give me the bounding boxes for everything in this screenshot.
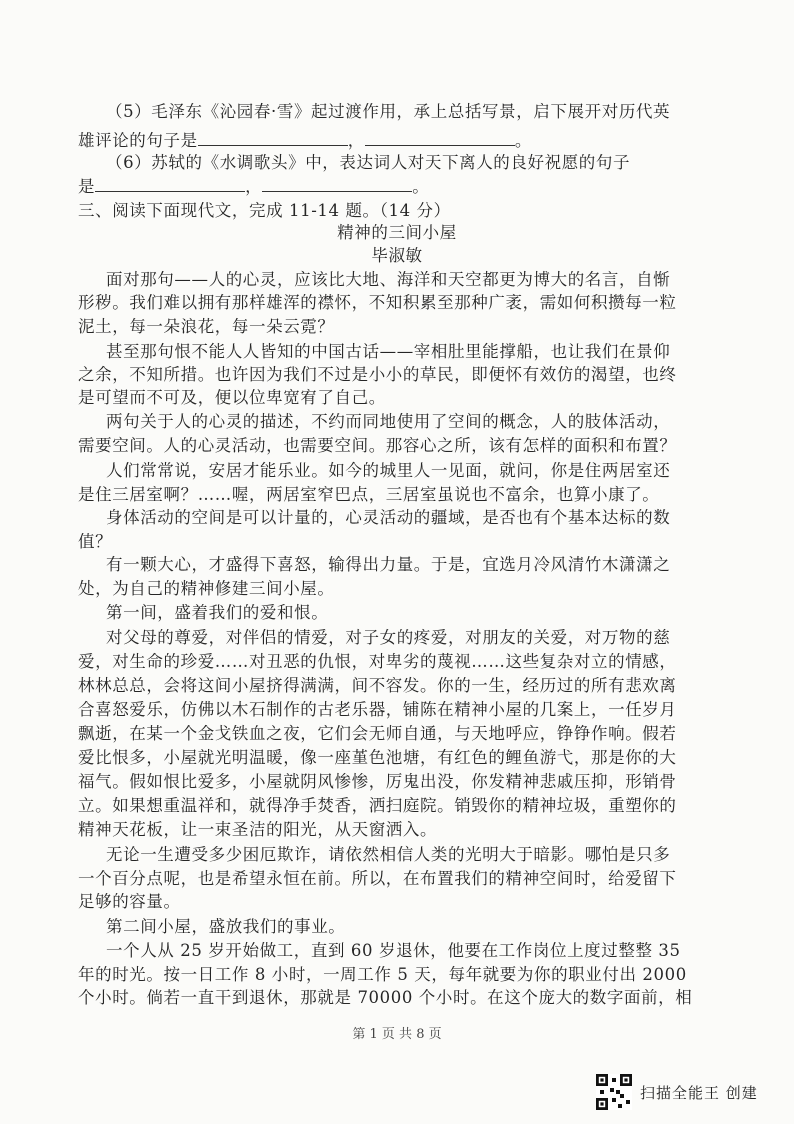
- article-line: 值？: [78, 532, 113, 551]
- question-6-text-2: 是: [78, 177, 96, 196]
- article-line: 甚至那句恨不能人人皆知的中国古话——宰相肚里能撑船，也让我们在景仰: [106, 342, 671, 361]
- article-line: 足够的容量。: [78, 892, 181, 911]
- question-5-line-2: [78, 128, 718, 153]
- article-line: 处，为自己的精神修建三间小屋。: [78, 579, 335, 598]
- question-5-text-2: 雄评论的句子是: [78, 131, 198, 150]
- answer-blank[interactable]: [262, 174, 412, 192]
- article-line: 人们常常说，安居才能乐业。如今的城里人一见面，就问，你是住两居室还: [106, 461, 671, 480]
- article-line: 年的时光。按一日工作 8 小时，一周工作 5 天，每年就要为你的职业付出 2000: [78, 965, 687, 984]
- section-heading: 三、阅读下面现代文，完成 11-14 题。（14 分）: [78, 201, 451, 220]
- question-6-line-1: [106, 151, 718, 175]
- article-line: 一个人从 25 岁开始做工，直到 60 岁退休，他要在工作岗位上度过整整 35: [106, 941, 681, 960]
- article-line: 之余，不知所措。也许因为我们不过是小小的草民，即便怀有效仿的渴望，也终: [78, 365, 677, 384]
- article-line: 精神天花板，让一束圣洁的阳光，从天窗洒入。: [78, 820, 438, 839]
- article-line: 合喜怒爱乐，仿佛以木石制作的古老乐器，铺陈在精神小屋的几案上，一任岁月: [78, 700, 677, 719]
- article-line: 个小时。倘若一直干到退休，那就是 70000 个小时。在这个庞大的数字面前，相: [78, 988, 693, 1007]
- article-line: 形秽。我们难以拥有那样雄浑的襟怀，不知积累至那种广袤，需如何积攒每一粒: [78, 293, 677, 312]
- article-line: 林林总总，会将这间小屋挤得满满，间不容发。你的一生，经历过的所有悲欢离: [78, 676, 677, 695]
- article-line: 对父母的尊爱，对伴侣的情爱，对子女的疼爱，对朋友的关爱，对万物的慈: [106, 628, 671, 647]
- article-title: 精神的三间小屋: [337, 223, 457, 242]
- question-6-line-2: [78, 174, 718, 199]
- question-5-text: （5）毛泽东《沁园春·雪》起过渡作用，承上总括写景，启下展开对历代英: [106, 102, 671, 121]
- article-line: 第一间，盛着我们的爱和恨。: [106, 603, 329, 622]
- article-line: 是可望而不可及，便以位卑宽宥了自己。: [78, 388, 386, 407]
- article-line: 需要空间。人的心灵活动，也需要空间。那容心之所，该有怎样的面积和布置？: [78, 436, 677, 455]
- camscanner-watermark: 扫描全能王 创建: [640, 1084, 758, 1102]
- page-number: 第 1 页 共 8 页: [352, 1027, 442, 1042]
- article-line: 第二间小屋，盛放我们的事业。: [106, 917, 346, 936]
- answer-blank[interactable]: [198, 128, 348, 146]
- article-line: 无论一生遭受多少困厄欺诈，请依然相信人类的光明大于暗影。哪怕是只多: [106, 845, 671, 864]
- article-line: 有一颗大心，才盛得下喜怒，输得出力量。于是，宜选月冷风清竹木潇潇之: [106, 555, 671, 574]
- answer-blank[interactable]: [95, 174, 245, 192]
- question-5-line-1: [106, 100, 718, 124]
- article-line: 一个百分点呢，也是希望永恒在前。所以，在布置我们的精神空间时，给爱留下: [78, 869, 677, 888]
- article-line: 两句关于人的心灵的描述，不约而同地使用了空间的概念，人的肢体活动，: [106, 412, 671, 431]
- article-line: 爱比恨多，小屋就光明温暖，像一座堇色池塘，有红色的鲤鱼游弋，那是你的大: [78, 748, 677, 767]
- question-6-text: （6）苏轼的《水调歌头》中，表达词人对天下离人的良好祝愿的句子: [106, 153, 631, 172]
- separator: ，: [347, 131, 365, 150]
- article-line: 面对那句——人的心灵，应该比大地、海洋和天空都更为博大的名言，自惭: [106, 270, 671, 289]
- article-line: 爱，对生命的珍爱……对丑恶的仇恨，对卑劣的蔑视……这些复杂对立的情感，: [78, 652, 677, 671]
- article-line: 泥土，每一朵浪花，每一朵云霓？: [78, 317, 335, 336]
- answer-blank[interactable]: [365, 128, 515, 146]
- article-line: 福气。假如恨比爱多，小屋就阴风惨惨，厉鬼出没，你发精神悲戚压抑，形销骨: [78, 772, 677, 791]
- article-line: 飘逝，在某一个金戈铁血之夜，它们会无师自通，与天地呼应，铮铮作响。假若: [78, 724, 677, 743]
- period: 。: [514, 131, 532, 150]
- article-line: 是住三居室啊？……喔，两居室窄巴点，三居室虽说也不富余，也算小康了。: [78, 485, 660, 504]
- article-author: 毕淑敏: [371, 246, 423, 265]
- article-line: 立。如果想重温祥和，就得净手焚香，洒扫庭院。销毁你的精神垃圾，重塑你的: [78, 796, 677, 815]
- qr-code-icon: [596, 1074, 632, 1110]
- article-line: 身体活动的空间是可以计量的，心灵活动的疆域，是否也有个基本达标的数: [106, 508, 671, 527]
- period: 。: [412, 177, 430, 196]
- separator: ，: [245, 177, 263, 196]
